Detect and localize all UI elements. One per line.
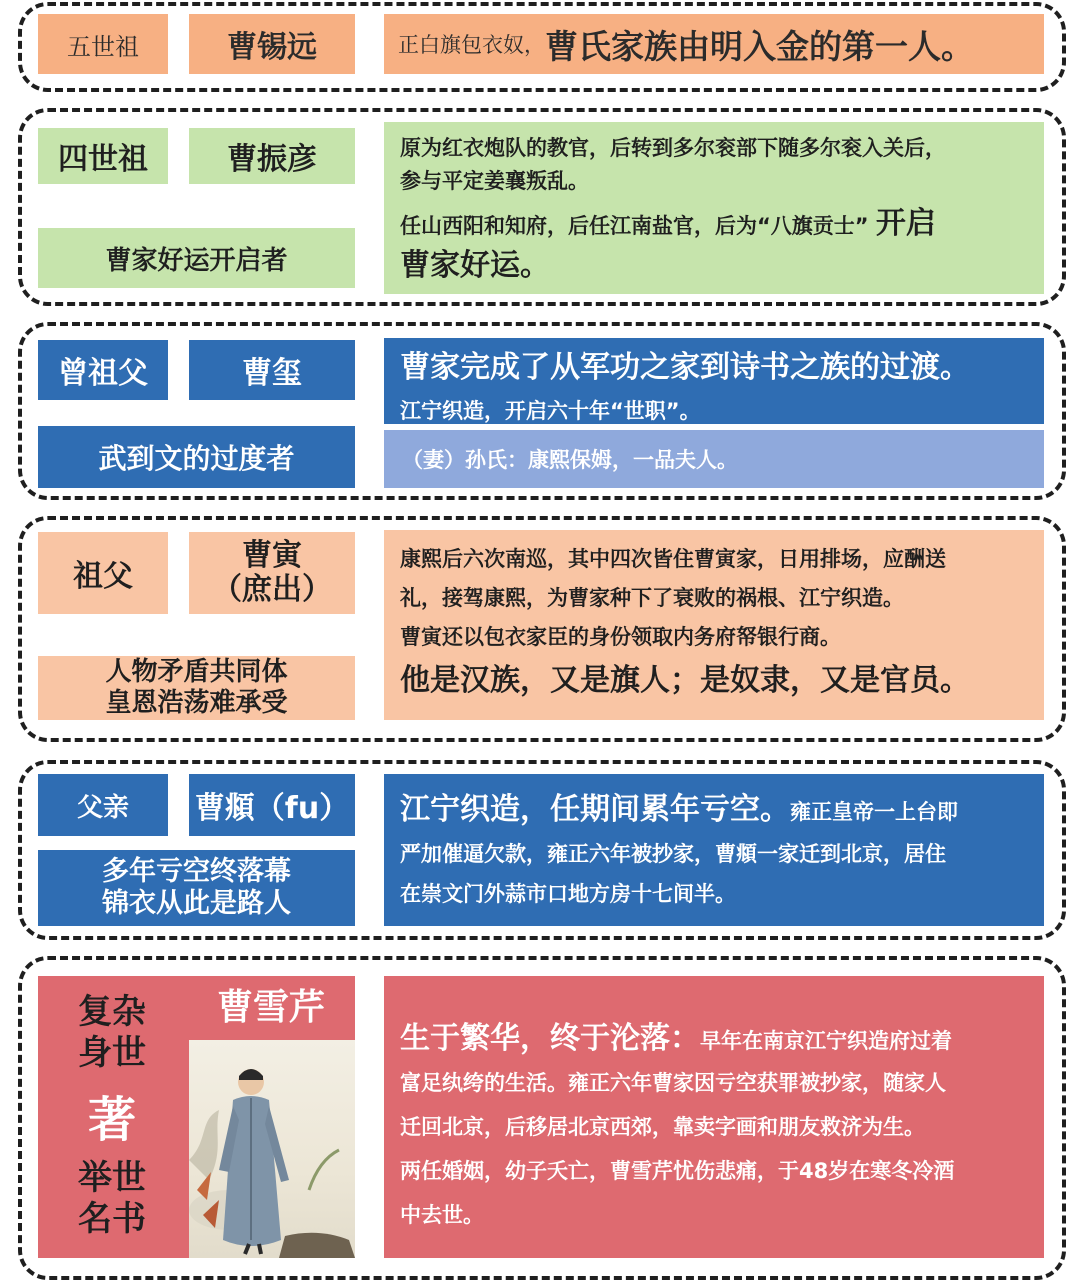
gen0-line1-bold: 生于繁华，终于沦落： bbox=[400, 1021, 700, 1056]
gen3-role: 武到文的过度者 bbox=[38, 426, 355, 488]
gen2-role-line2: 皇恩浩荡难承受 bbox=[105, 688, 288, 718]
gen3-desc bbox=[384, 338, 1044, 424]
gen1-line1-bold: 江宁织造，任期间累年亏空。 bbox=[400, 792, 790, 827]
gen2-line1: 康熙后六次南巡，其中四次皆住曹寅家，日用排场，应酬送 bbox=[400, 547, 946, 571]
gen4-line2: 参与平定姜襄叛乱。 bbox=[400, 168, 589, 193]
gen0-line5: 中去世。 bbox=[400, 1203, 484, 1228]
gen5-desc-small: 正白旗包衣奴， bbox=[398, 33, 545, 57]
gen4-name: 曹振彦 bbox=[189, 128, 355, 184]
gen2-desc bbox=[384, 530, 1044, 720]
gen2-role-line1: 人物矛盾共同体 bbox=[105, 656, 288, 687]
gen0-side-bot1: 举世 bbox=[78, 1158, 146, 1198]
gen4-line3: 任山西阳和知府，后任江南盐官，后为“八旗贡士” bbox=[400, 214, 869, 239]
scholar-portrait-icon bbox=[189, 1040, 355, 1258]
gen0-line4: 两任婚姻，幼子夭亡，曹雪芹忧伤悲痛，于48岁在寒冬冷酒 bbox=[400, 1159, 955, 1184]
gen3-line1: 曹家完成了从军功之家到诗书之族的过渡。 bbox=[400, 350, 970, 385]
gen5-desc bbox=[384, 14, 1044, 74]
gen2-role bbox=[38, 656, 355, 720]
gen0-side-top bbox=[62, 992, 162, 1074]
gen1-name: 曹頫（fu） bbox=[189, 774, 355, 836]
gen1-line1-rest: 雍正皇帝一上台即 bbox=[790, 800, 958, 824]
gen2-name-line2: （庶出） bbox=[212, 572, 332, 607]
gen0-side-mid: 著 bbox=[87, 1092, 136, 1148]
gen1-desc bbox=[384, 774, 1044, 926]
gen3-name: 曹玺 bbox=[189, 340, 355, 400]
gen1-title: 父亲 bbox=[38, 774, 168, 836]
gen1-role-line1: 多年亏空终落幕 bbox=[102, 855, 291, 887]
gen3-line2: 江宁织造，开启六十年“世职”。 bbox=[400, 399, 701, 423]
gen0-line1-rest: 早年在南京江宁织造府过着 bbox=[700, 1029, 952, 1053]
gen2-line4: 他是汉族，又是旗人；是奴隶，又是官员。 bbox=[400, 662, 970, 698]
gen0-side-bot2: 名书 bbox=[78, 1198, 146, 1239]
gen1-line3: 在崇文门外蒜市口地方房十七间半。 bbox=[400, 881, 736, 906]
gen1-line2: 严加催逼欠款，雍正六年被抄家，曹頫一家迁到北京，居住 bbox=[400, 842, 946, 866]
gen0-side-top1: 复杂 bbox=[78, 992, 146, 1032]
gen2-name bbox=[189, 532, 355, 614]
gen5-desc-large: 曹氏家族由明入金的第一人。 bbox=[545, 26, 974, 66]
gen2-line3: 曹寅还以包衣家臣的身份领取内务府帑银行商。 bbox=[400, 624, 841, 649]
gen4-line3-bold: 开启 bbox=[875, 206, 936, 242]
gen5-title: 五世祖 bbox=[38, 14, 168, 74]
gen4-line1: 原为红衣炮队的教官，后转到多尔衮部下随多尔衮入关后， bbox=[400, 136, 946, 160]
gen0-line2: 富足纨绔的生活。雍正六年曹家因亏空获罪被抄家，随家人 bbox=[400, 1071, 946, 1095]
gen4-title: 四世祖 bbox=[38, 128, 168, 184]
gen1-role-line2: 锦衣从此是路人 bbox=[102, 888, 291, 919]
gen3-title: 曾祖父 bbox=[38, 340, 168, 400]
gen0-name: 曹雪芹 bbox=[216, 987, 325, 1028]
gen2-line2: 礼，接驾康熙，为曹家种下了衰败的祸根、江宁织造。 bbox=[400, 585, 904, 610]
gen0-desc bbox=[384, 976, 1044, 1258]
gen0-line3: 迁回北京，后移居北京西郊，靠卖字画和朋友救济为生。 bbox=[400, 1115, 925, 1140]
gen4-line4: 曹家好运。 bbox=[400, 247, 550, 283]
gen1-role bbox=[38, 850, 355, 926]
gen0-side-bot bbox=[62, 1158, 162, 1240]
gen5-name: 曹锡远 bbox=[189, 14, 355, 74]
gen0-side-top2: 身世 bbox=[78, 1032, 146, 1073]
portrait-image bbox=[189, 1040, 355, 1258]
gen2-name-line1: 曹寅 bbox=[242, 537, 302, 573]
gen2-title: 祖父 bbox=[38, 532, 168, 614]
gen4-desc bbox=[384, 122, 1044, 294]
gen3-wife: （妻）孙氏：康熙保姆，一品夫人。 bbox=[384, 430, 1044, 488]
gen4-role: 曹家好运开启者 bbox=[38, 228, 355, 288]
